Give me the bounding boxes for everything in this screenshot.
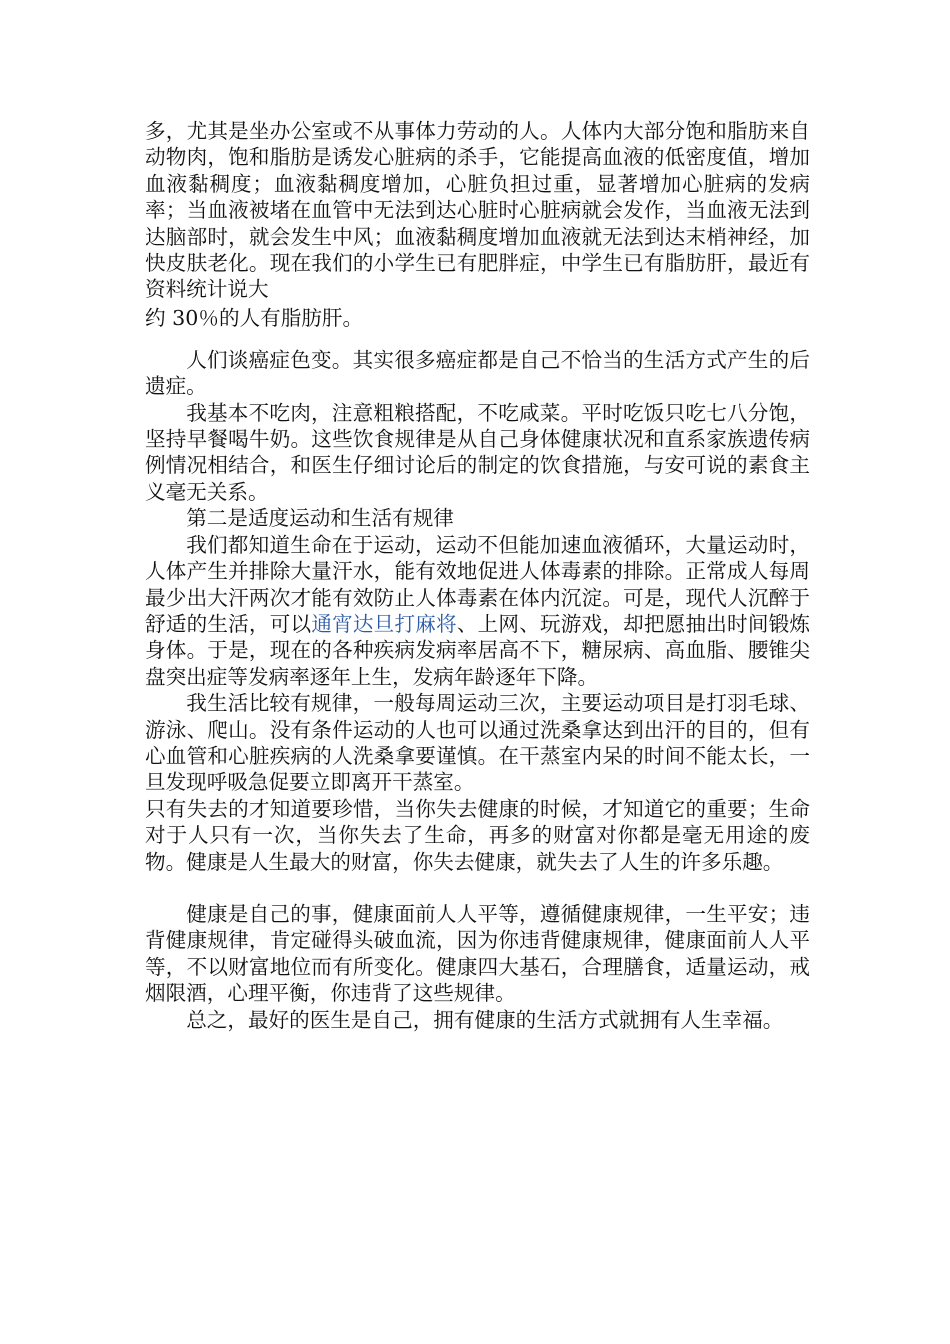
paragraph-exercise — [145, 532, 810, 690]
section-heading-exercise: 第二是适度运动和生活有规律 — [186, 506, 454, 531]
paragraph-conclusion: 总之，最好的医生是自己，拥有健康的生活方式就拥有人生幸福。 — [186, 1007, 784, 1032]
exercise-text-before: 我们都知道生命在于运动，运动不但能加速血液循环，大量运动时，人体产生并排除大量汗水，能有效地促进人体毒素的排除。正常成人每周最少出大汗两次才能有效防止人体毒素在体内沉淀。可是，现代人沉醉于舒适的生活，可以 — [145, 532, 810, 636]
paragraph-health-rules: 健康是自己的事，健康面前人人平等，遵循健康规律，一生平安；违背健康规律，肯定碰得头破血流，因为你违背健康规律，健康面前人人平等，不以财富地位而有所变化。健康四大基石，合理膳食，适量运动，戒烟限酒，心理平衡，你违背了这些规律。 — [145, 901, 810, 1006]
paragraph-fat-intake: 多，尤其是坐办公室或不从事体力劳动的人。人体内大部分饱和脂肪来自动物肉，饱和脂肪是诱发心脏病的杀手，它能提高血液的低密度值，增加血液黏稠度；血液黏稠度增加，心脏负担过重，显著增加心脏病的发病率；当血液被堵在血管中无法到达心脏时心脏病就会发作，当血液无法到达脑部时，就会发生中风；血液黏稠度增加血液就无法到达末梢神经，加快皮肤老化。现在我们的小学生已有肥胖症，中学生已有脂肪肝，最近有资料统计说大 — [145, 119, 810, 302]
paragraph-cherish-health: 只有失去的才知道要珍惜，当你失去健康的时候，才知道它的重要；生命对于人只有一次，当你失去了生命，再多的财富对你都是毫无用途的废物。健康是人生最大的财富，你失去健康，就失去了人生的许多乐趣。 — [145, 796, 810, 874]
document-page — [145, 118, 810, 1033]
exercise-text-after: 、上网、玩游戏，却把愿抽出时间锻炼身体。于是，现在的各种疾病发病率居高不下，糖尿病、高血脂、腰锥尖盘突出症等发病率逐年上生，发病年龄逐年下降。 — [145, 611, 811, 689]
paragraph-gap — [145, 875, 810, 901]
paragraph-diet: 我基本不吃肉，注意粗粮搭配，不吃咸菜。平时吃饭只吃七八分饱，坚持早餐喝牛奶。这些饮食规律是从自己身体健康状况和直系家族遗传病例情况相结合，和医生仔细讨论后的制定的饮食措施，与安可说的素食主义毫无关系。 — [145, 400, 810, 504]
paragraph-routine: 我生活比较有规律，一般每周运动三次，主要运动项目是打羽毛球、游泳、爬山。没有条件运动的人也可以通过洗桑拿达到出汗的目的，但有心血管和心脏疾病的人洗桑拿要谨慎。在干蒸室内呆的时间不能太长，一旦发现呼吸急促要立即离开干蒸室。 — [145, 691, 810, 795]
paragraph-gap — [145, 333, 810, 347]
mahjong-link[interactable]: 通宵达旦打麻将 — [311, 611, 457, 636]
paragraph-cancer: 人们谈癌症色变。其实很多癌症都是自己不恰当的生活方式产生的后遗症。 — [145, 347, 810, 399]
paragraph-fat-intake-tail: 约 30％的人有脂肪肝。 — [145, 305, 364, 330]
